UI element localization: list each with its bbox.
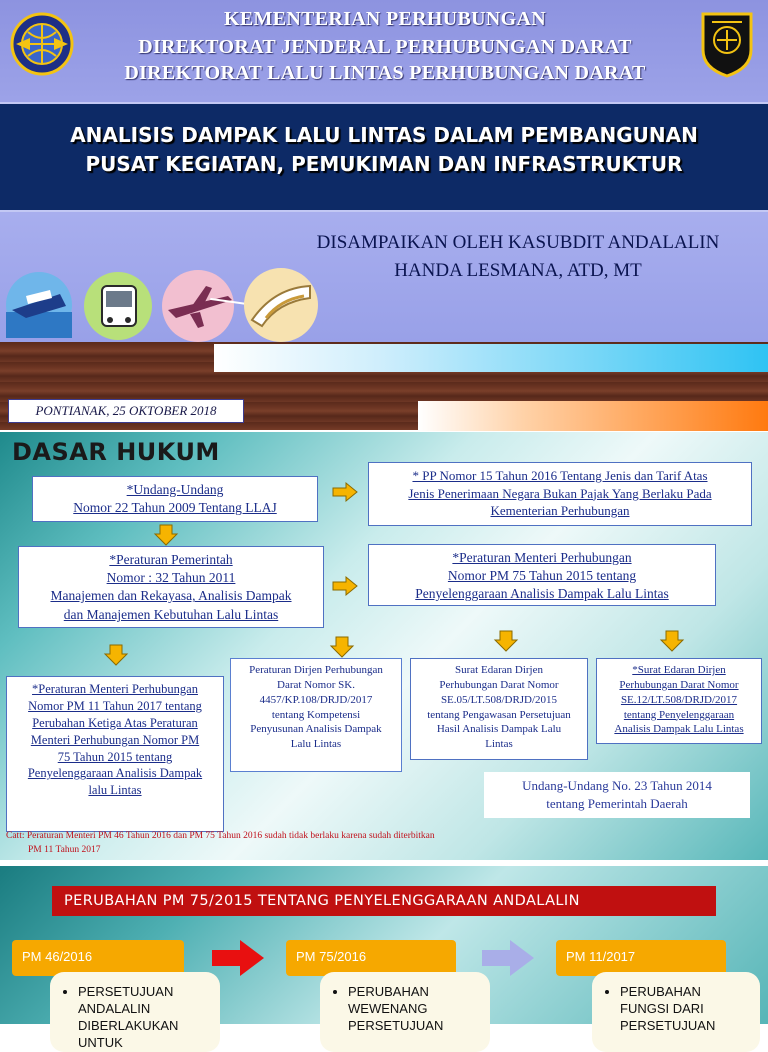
law-box-se12-line3: SE.12/LT.508/DRJD/2017 — [620, 693, 738, 706]
arrow-down-icon — [104, 644, 128, 666]
law-box-sk4457-line3: 4457/KP.108/DRJD/2017 — [259, 693, 373, 706]
law-box-pm11-line3: Perubahan Ketiga Atas Peraturan — [32, 715, 198, 730]
law-box-pm11-line2: Nomor PM 11 Tahun 2017 tentang — [28, 698, 202, 713]
blue-accent-bar — [214, 344, 768, 372]
law-box-pp32-line4: dan Manajemen Kebutuhan Lalu Lintas — [63, 606, 279, 622]
pm-card-3-bullet — [620, 984, 750, 1035]
footnote — [6, 830, 435, 858]
pm-card-3-line3: PERSETUJUAN — [620, 1017, 716, 1033]
train-icon — [244, 268, 318, 342]
law-box-sk4457-line1: Peraturan Dirjen Perhubungan — [249, 664, 383, 676]
pm-tab-1: PM 46/2016 — [12, 940, 184, 976]
law-box-uu22 — [32, 476, 318, 522]
legal-basis-slide — [0, 432, 768, 860]
law-box-se05 — [410, 658, 588, 760]
pm-tab-3: PM 11/2017 — [556, 940, 726, 976]
pm-card-1 — [50, 972, 220, 1052]
law-box-pp32-line1: *Peraturan Pemerintah — [109, 552, 233, 567]
law-box-se12-line4: tentang Penyelenggaraan — [623, 708, 735, 721]
law-box-sk4457-line6: Lalu Lintas — [290, 738, 342, 751]
changes-slide — [0, 866, 768, 1050]
ship-icon — [6, 272, 72, 338]
law-box-sk4457-line5: Penyusunan Analisis Dampak — [250, 723, 382, 736]
law-box-uu23-line2: tentang Pemerintah Daerah — [546, 795, 688, 811]
law-box-uu22-line1: *Undang-Undang — [126, 482, 224, 497]
pm-card-1-bullet — [78, 984, 210, 1052]
footnote-line-2: PM 11 Tahun 2017 — [28, 844, 101, 855]
title-slide — [0, 0, 768, 430]
law-box-pp15-line2: Jenis Penerimaan Negara Bukan Pajak Yang Berlaku Pada — [408, 485, 712, 501]
title-line-2: PUSAT KEGIATAN, PEMUKIMAN DAN INFRASTRUKTUR — [85, 152, 683, 176]
orange-accent-bar — [418, 401, 768, 431]
law-box-sk4457-line4: tentang Kompetensi — [271, 708, 361, 721]
header-line-1: KEMENTERIAN PERHUBUNGAN — [224, 8, 546, 30]
presenter-line-2: HANDA LESMANA, ATD, MT — [394, 260, 642, 281]
law-box-pm75-line1: *Peraturan Menteri Perhubungan — [452, 550, 632, 565]
law-box-pp15-line3: Kementerian Perhubungan — [490, 503, 630, 519]
bus-icon — [84, 272, 152, 340]
law-box-pm75 — [368, 544, 716, 606]
law-box-se05-line4: tentang Pengawasan Persetujuan — [427, 708, 571, 721]
arrow-down-icon — [660, 630, 684, 652]
pm-card-2 — [320, 972, 490, 1052]
law-box-pm11-line5: 75 Tahun 2015 tentang — [57, 749, 173, 764]
law-box-se05-line1: Surat Edaran Dirjen — [455, 664, 543, 676]
law-box-se12-line2: Perhubungan Darat Nomor — [619, 678, 739, 691]
pm-card-2-line1: • PERUBAHAN — [348, 984, 429, 999]
pm-card-2-line3: PERSETUJUAN — [348, 1017, 444, 1033]
law-box-pp32 — [18, 546, 324, 628]
law-box-se12 — [596, 658, 762, 744]
slide-title: DASAR HUKUM — [12, 438, 220, 466]
footnote-line-1: Catt: Peraturan Menteri PM 46 Tahun 2016 dan PM 75 Tahun 2016 sudah tidak berlaku karena sudah diterbitkan — [6, 831, 435, 841]
pm-card-1-line3: DIBERLAKUKAN UNTUK — [78, 1017, 179, 1050]
law-box-pp15-line1: * PP Nomor 15 Tahun 2016 Tentang Jenis dan Tarif Atas — [412, 468, 708, 483]
pm-card-3-line1: • PERUBAHAN — [620, 984, 701, 999]
law-box-pm11-line6: Penyelenggaraan Analisis Dampak — [27, 766, 203, 781]
arrow-down-icon — [330, 636, 354, 658]
law-box-uu23-line1: Undang-Undang No. 23 Tahun 2014 — [522, 778, 712, 793]
pm-card-2-bullet — [348, 984, 480, 1035]
law-box-pm75-line2: Nomor PM 75 Tahun 2015 tentang — [447, 568, 637, 584]
law-box-pp15 — [368, 462, 752, 526]
header-line-3: DIREKTORAT LALU LINTAS PERHUBUNGAN DARAT — [124, 62, 646, 84]
pm-tab-2: PM 75/2016 — [286, 940, 456, 976]
law-box-se05-line2: Perhubungan Darat Nomor — [439, 678, 559, 691]
pm-card-1-line1: • PERSETUJUAN — [78, 984, 174, 999]
arrow-right-icon — [332, 482, 358, 502]
airplane-icon — [162, 270, 234, 342]
law-box-se05-line5: Hasil Analisis Dampak Lalu — [436, 723, 562, 736]
arrow-right-icon — [210, 938, 266, 978]
pm-card-3-line2: FUNGSI DARI — [620, 1000, 704, 1016]
law-box-sk4457 — [230, 658, 402, 772]
arrow-right-icon — [480, 938, 536, 978]
directorate-emblem — [700, 10, 754, 78]
presenter-line-1: DISAMPAIKAN OLEH KASUBDIT ANDALALIN — [316, 232, 720, 253]
law-box-pp32-line2: Nomor : 32 Tahun 2011 — [106, 570, 236, 586]
law-box-se05-line6: Lintas — [485, 738, 513, 751]
law-box-se12-line5: Analisis Dampak Lalu Lintas — [614, 723, 744, 736]
arrow-right-icon — [332, 576, 358, 596]
law-box-se05-line3: SE.05/LT.508/DRJD/2015 — [440, 693, 558, 706]
arrow-down-icon — [154, 524, 178, 546]
law-box-uu22-line2: Nomor 22 Tahun 2009 Tentang LLAJ — [73, 500, 277, 516]
law-box-uu23 — [484, 772, 750, 818]
law-box-se12-line1: *Surat Edaran Dirjen — [632, 664, 726, 676]
ministry-logo — [10, 12, 74, 76]
header-line-2: DIREKTORAT JENDERAL PERHUBUNGAN DARAT — [138, 36, 632, 58]
law-box-pm11-line4: Menteri Perhubungan Nomor PM — [30, 732, 200, 747]
title-line-1: ANALISIS DAMPAK LALU LINTAS DALAM PEMBANGUNAN — [70, 123, 698, 147]
date-label: PONTIANAK, 25 OKTOBER 2018 — [8, 399, 244, 423]
law-box-sk4457-line2: Darat Nomor SK. — [277, 678, 355, 691]
pm-card-2-line2: WEWENANG — [348, 1000, 428, 1016]
slide-title: PERUBAHAN PM 75/2015 TENTANG PENYELENGGARAAN ANDALALIN — [52, 886, 716, 916]
law-box-pm11 — [6, 676, 224, 832]
law-box-pm11-line7: lalu Lintas — [88, 783, 142, 798]
law-box-pm75-line3: Penyelenggaraan Analisis Dampak Lalu Lintas — [415, 586, 669, 602]
law-box-pp32-line3: Manajemen dan Rekayasa, Analisis Dampak — [50, 588, 292, 604]
law-box-pm11-line1: *Peraturan Menteri Perhubungan — [32, 682, 198, 696]
pm-card-3 — [592, 972, 760, 1052]
pm-card-1-line2: ANDALALIN — [78, 1000, 151, 1016]
arrow-down-icon — [494, 630, 518, 652]
